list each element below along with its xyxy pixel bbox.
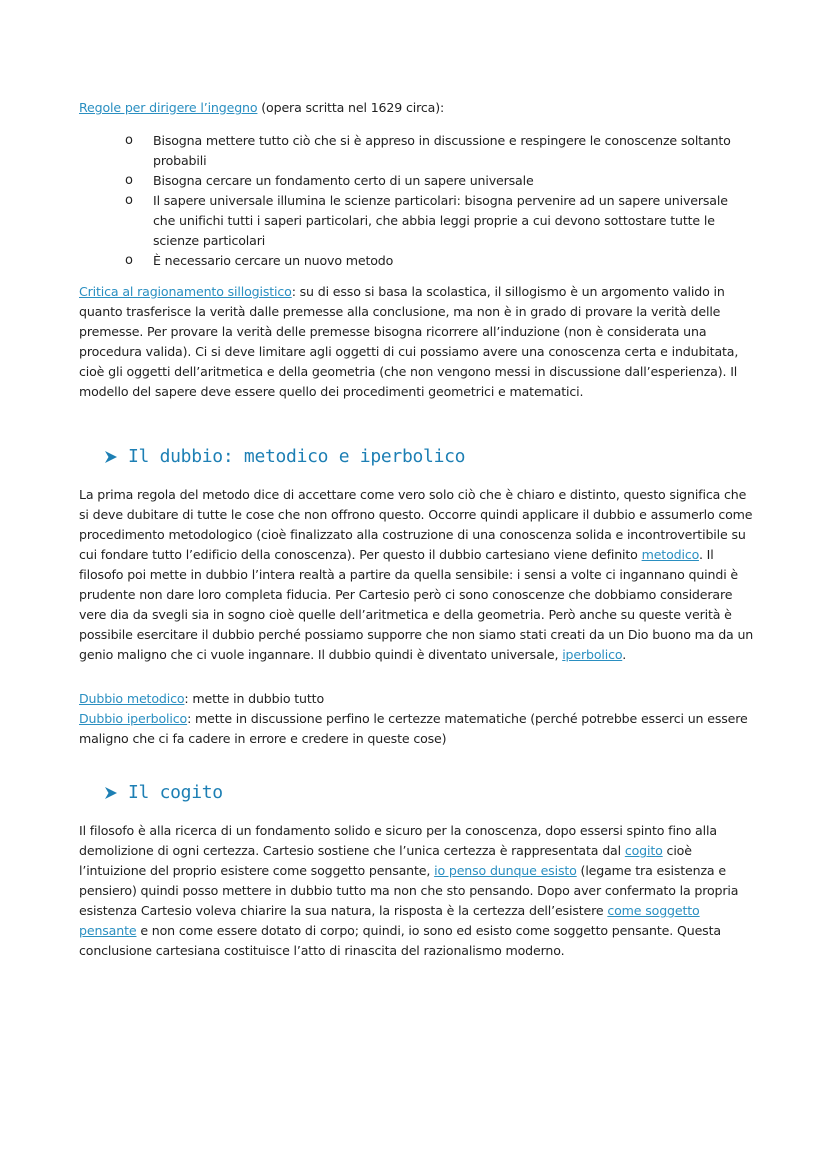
- regole-bullet-list: [120, 131, 740, 271]
- dubbio-text-2: . Il filosofo poi mette in dubbio l’intera realtà a partire da quella sensibile: i sensi a volte ci ingannano quindi è prudente non dare loro completa fiducia. Per Cartesio però ci sono conoscenze che dobbiamo considerare vere dia da svegli sia in sogno cioè quelle dell’aritmetica e della geometria. Però anche su queste verità è possibile esercitare il dubbio perché possiamo supporre che non siamo stati creati da un Dio buono ma da un genio maligno che ci vuole ingannare. Il dubbio quindi è diventato universale,: [79, 547, 754, 662]
- list-item: [120, 191, 740, 251]
- cogito-paragraph: [79, 821, 759, 961]
- def2-text: : mette in discussione perfino le certezze matematiche (perché potrebbe esserci un essere maligno che ci fa cadere in errore e credere in queste cose): [79, 711, 748, 746]
- cogito-text-4: e non come essere dotato di corpo; quindi, io sono ed esisto come soggetto pensante. Questa conclusione cartesiana costituisce l’atto di rinascita del razionalismo moderno.: [79, 923, 721, 958]
- cogito-text-3: (legame tra esistenza e pensiero) quindi posso mettere in dubbio tutto ma non che sto pensando. Dopo aver confermato la propria esistenza Cartesio voleva chiarire la sua natura, la risposta è la certezza dell’esistere: [79, 863, 739, 918]
- circle-bullet-icon: o: [125, 193, 133, 208]
- circle-bullet-icon: o: [125, 173, 133, 188]
- def1-text: : mette in dubbio tutto: [184, 691, 325, 706]
- bullet-text: Bisogna mettere tutto ciò che si è appreso in discussione e respingere le conoscenze soltanto probabili: [153, 133, 731, 168]
- cogito-link[interactable]: cogito: [624, 843, 663, 858]
- soggetto-pensante-link[interactable]: come soggetto pensante: [79, 903, 700, 938]
- regole-intro-text: (opera scritta nel 1629 circa):: [257, 100, 445, 115]
- critica-paragraph: [79, 282, 759, 402]
- io-penso-link[interactable]: io penso dunque esisto: [434, 863, 577, 878]
- dubbio-paragraph: [79, 485, 759, 665]
- section-heading-cogito: [104, 782, 223, 803]
- bullet-text: Il sapere universale illumina le scienze particolari: bisogna pervenire ad un sapere universale che unifichi tutti i saperi particolari, che abbia leggi proprie a cui devono sottostare tutte le scienze particolari: [153, 193, 728, 248]
- metodico-link[interactable]: metodico: [641, 547, 699, 562]
- section-title: Il dubbio: metodico e iperbolico: [128, 446, 466, 467]
- dubbio-metodico-link[interactable]: Dubbio metodico: [79, 691, 185, 706]
- regole-link[interactable]: Regole per dirigere l’ingegno: [79, 100, 258, 115]
- arrowhead-icon: [104, 786, 118, 800]
- iperbolico-link[interactable]: iperbolico: [562, 647, 623, 662]
- regole-intro: [79, 98, 759, 118]
- cogito-text-1: Il filosofo è alla ricerca di un fondamento solido e sicuro per la conoscenza, dopo essersi spinto fino alla demolizione di ogni certezza. Cartesio sostiene che l’unica certezza è rappresentata dal: [79, 823, 717, 858]
- section-heading-dubbio: [104, 446, 465, 467]
- circle-bullet-icon: o: [125, 253, 133, 268]
- list-item: [120, 251, 740, 271]
- list-item: [120, 131, 740, 171]
- bullet-text: Bisogna cercare un fondamento certo di un sapere universale: [153, 173, 534, 188]
- critica-text: : su di esso si basa la scolastica, il sillogismo è un argomento valido in quanto trasferisce la verità dalle premesse alla conclusione, ma non è in grado di provare la verità delle premesse. Per provare la verità delle premesse bisogna ricorrere all’induzione (non è considerata una procedura valida). Ci si deve limitare agli oggetti di cui possiamo avere una conoscenza certa e indubitata, cioè gli oggetti dell’aritmetica e della geometria (che non vengono messi in discussione dall’esperienza). Il modello del sapere deve essere quello dei procedimenti geometrici e matematici.: [79, 284, 739, 399]
- section-title: Il cogito: [128, 782, 223, 803]
- bullet-text: È necessario cercare un nuovo metodo: [153, 253, 394, 268]
- cogito-text-2: cioè l’intuizione del proprio esistere come soggetto pensante,: [79, 843, 692, 878]
- critica-link[interactable]: Critica al ragionamento sillogistico: [79, 284, 292, 299]
- circle-bullet-icon: o: [125, 133, 133, 148]
- dubbio-text-1: La prima regola del metodo dice di accettare come vero solo ciò che è chiaro e distinto, questo significa che si deve dubitare di tutte le cose che non offrono questo. Occorre quindi applicare il dubbio e assumerlo come procedimento metodologico (cioè finalizzato alla costruzione di una conoscenza solida e incontrovertibile su cui fondare tutto l’edificio della conoscenza). Per questo il dubbio cartesiano viene definito: [79, 487, 753, 562]
- dubbio-definitions: [79, 689, 759, 749]
- dubbio-iperbolico-link[interactable]: Dubbio iperbolico: [79, 711, 188, 726]
- list-item: [120, 171, 740, 191]
- arrowhead-icon: [104, 450, 118, 464]
- dubbio-text-3: .: [622, 647, 627, 662]
